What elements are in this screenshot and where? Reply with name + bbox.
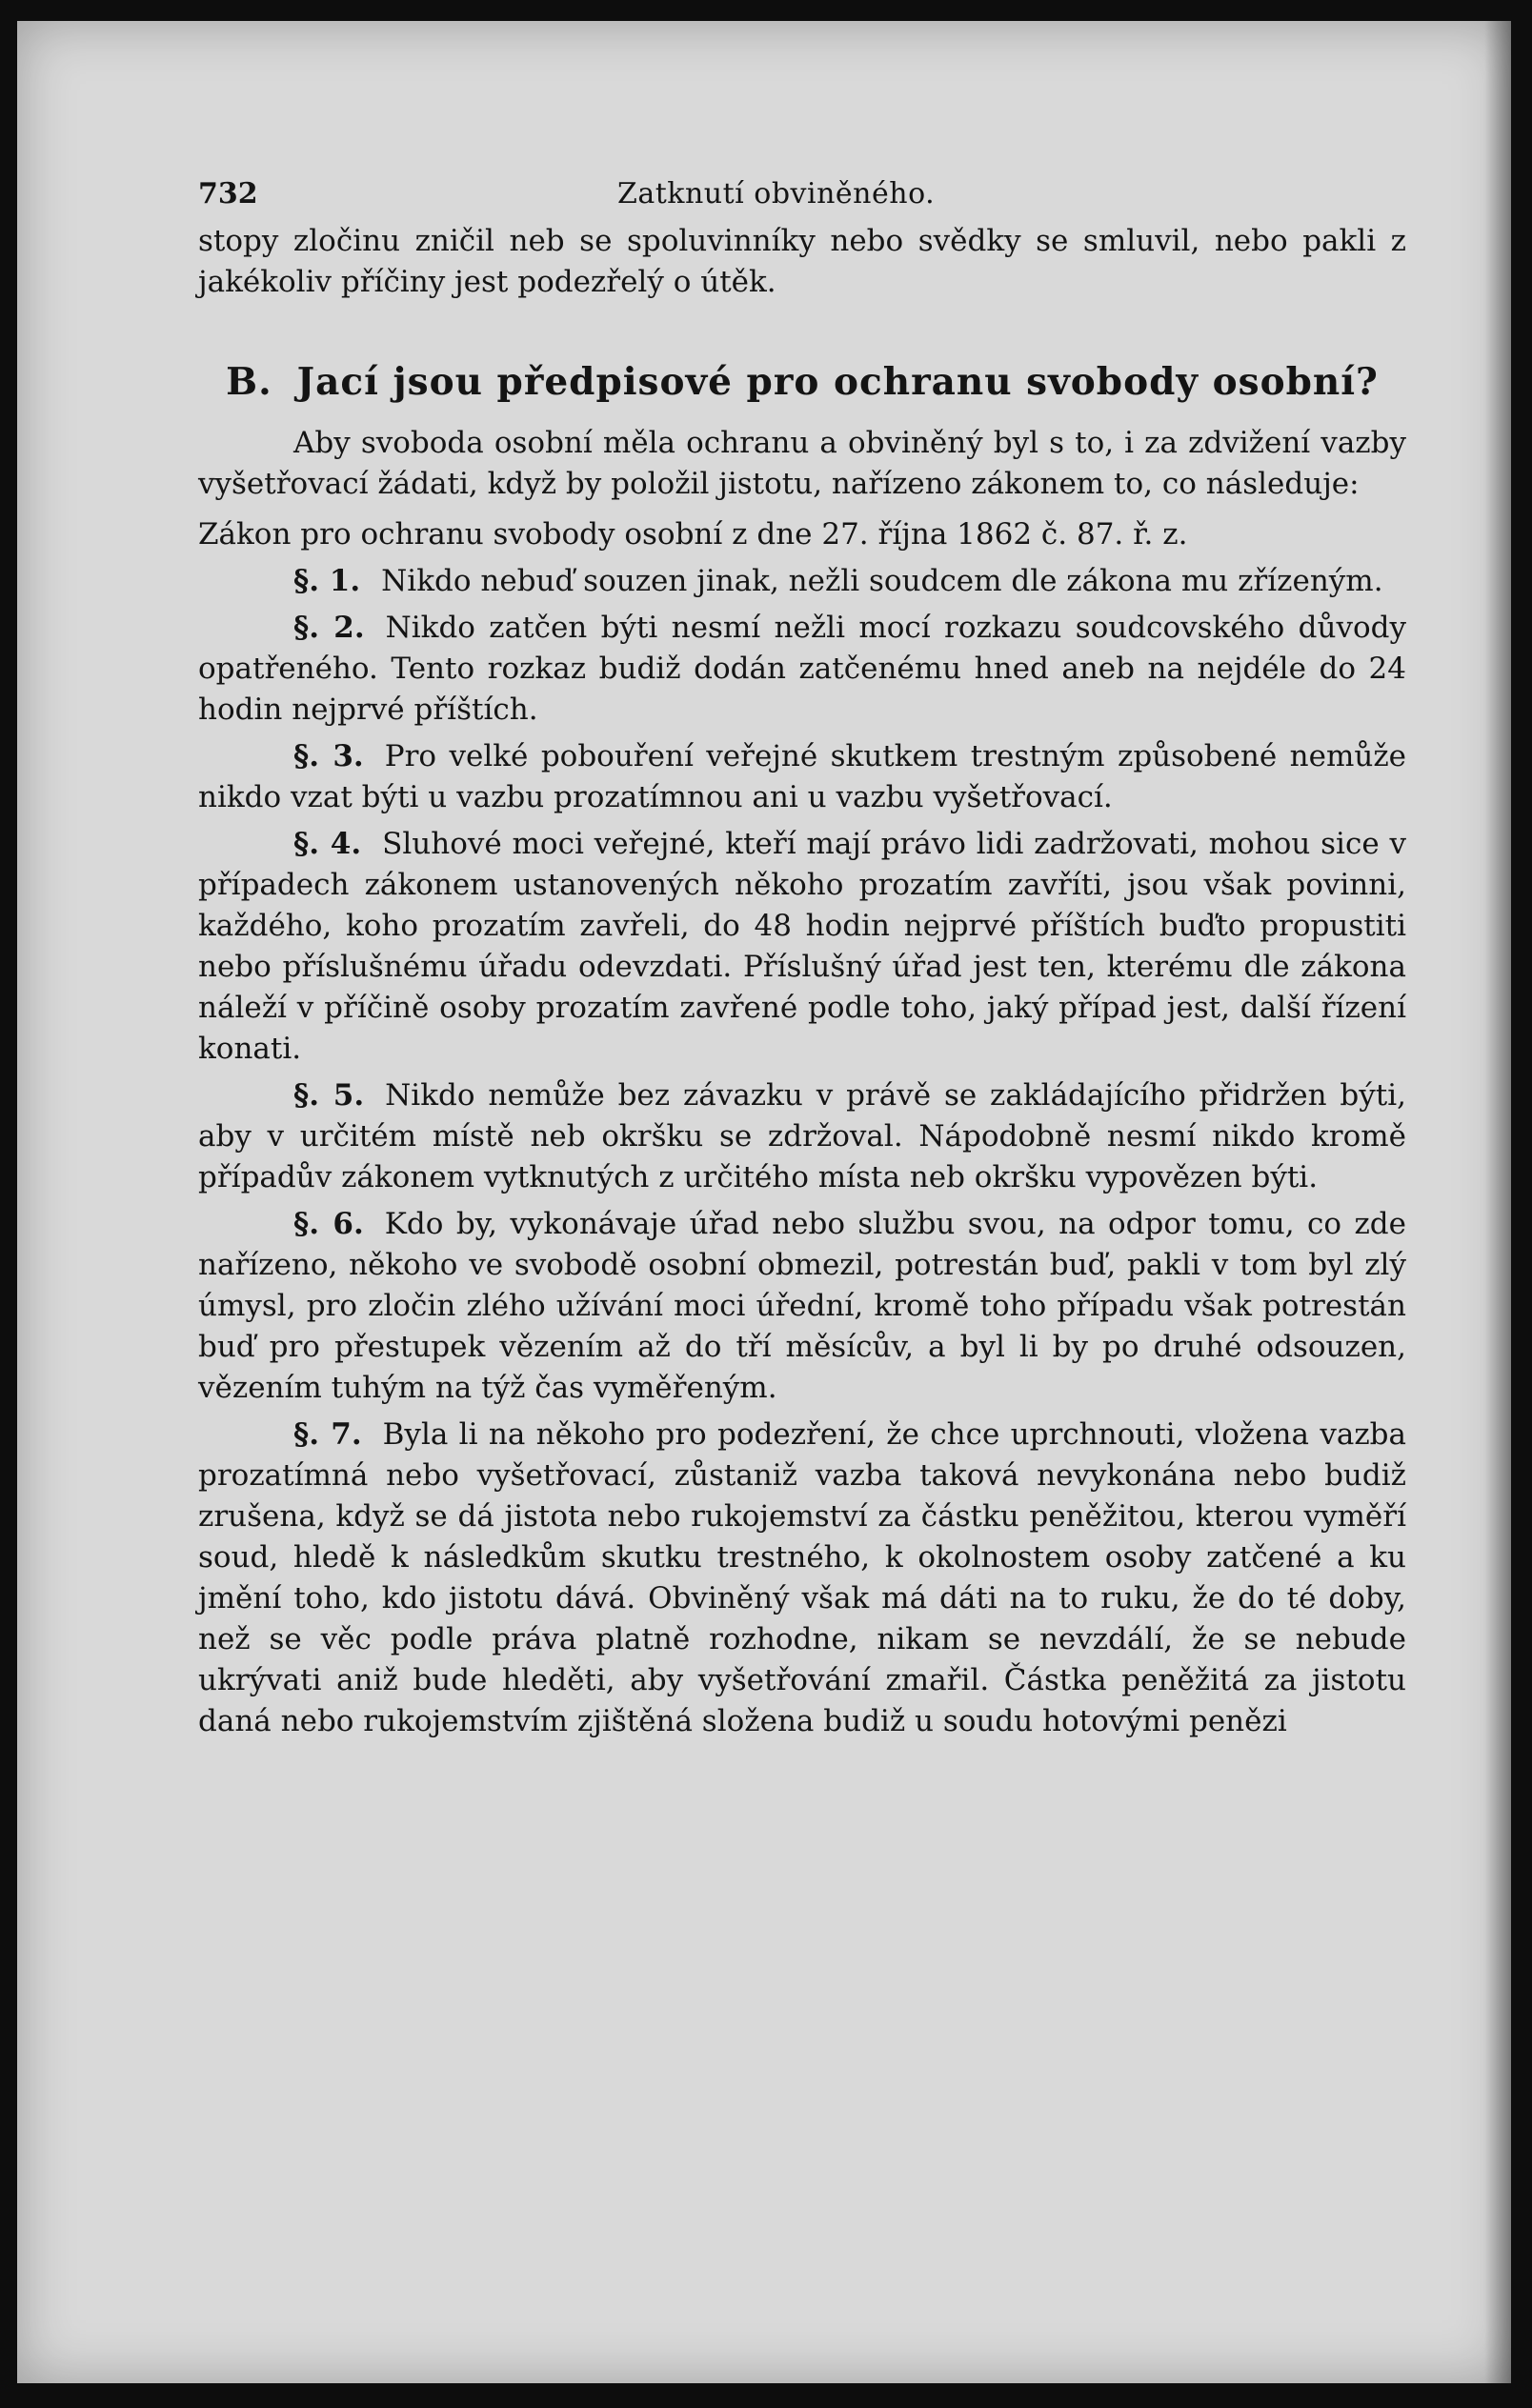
law-paragraph xyxy=(198,1075,1406,1198)
law-paragraph xyxy=(198,561,1406,602)
running-head: Zatknutí obviněného. xyxy=(617,177,936,211)
law-paragraph xyxy=(198,1415,1406,1742)
lead-paragraph: Aby svoboda osobní měla ochranu a obviněný byl s to, i za zdvižení vazby vyšetřovací žádati, když by položil jistotu, nařízeno zákonem to, co následuje: xyxy=(198,426,1406,501)
section-title: Jací jsou předpisové pro ochranu svobody osobní? xyxy=(296,360,1379,404)
law-paragraph xyxy=(198,608,1406,731)
page-header xyxy=(198,164,1406,221)
paragraph-number: §. 2. xyxy=(293,611,365,645)
law-title: Zákon pro ochranu svobody osobní z dne 27. října 1862 č. 87. ř. z. xyxy=(198,517,1188,552)
law-paragraphs xyxy=(198,561,1406,1742)
paragraph-text: Sluhové moci veřejné, kteří mají právo lidi zadržovati, mohou sice v případech zákonem ustanovených někoho prozatím zavříti, jsou však povinni, každého, koho prozatím zavřeli, do 48 hodin nejprvé příštích buďto propustiti nebo příslušnému úřadu odevzdati. Příslušný úřad jest ten, kterému dle zákona náleží v příčině osoby prozatím zavřené podle toho, jaký případ jest, další řízení konati. xyxy=(198,827,1406,1066)
book-page xyxy=(17,21,1511,2383)
law-paragraph xyxy=(198,824,1406,1070)
paragraph-text: Nikdo zatčen býti nesmí nežli mocí rozkazu soudcovského důvody opatřeného. Tento rozkaz budiž dodán zatčenému hned aneb na nejdéle do 24 hodin nejprvé příštích. xyxy=(198,611,1406,727)
paragraph-number: §. 7. xyxy=(293,1417,362,1452)
page-number: 732 xyxy=(198,177,258,211)
section-heading xyxy=(198,360,1406,404)
paragraph-text: Kdo by, vykonávaje úřad nebo službu svou, na odpor tomu, co zde nařízeno, někoho ve svobodě osobní obmezil, potrestán buď, pakli v tom byl zlý úmysl, pro zločin zlého užívání moci úřední, kromě toho případu však potrestán buď pro přestupek vězením až do tří měsícův, a byl li by po druhé odsouzen, vězením tuhým na týž čas vyměřeným. xyxy=(198,1207,1406,1405)
intro-continuation: stopy zločinu zničil neb se spoluvinníky nebo svědky se smluvil, nebo pakli z jakékoliv příčiny jest podezřelý o útěk. xyxy=(198,224,1406,299)
paragraph-text: Nikdo nemůže bez závazku v právě se zakládajícího přidržen býti, aby v určitém místě neb okršku se zdržoval. Nápodobně nesmí nikdo kromě případův zákonem vytknutých z určitého místa neb okršku vypovězen býti. xyxy=(198,1078,1406,1194)
law-paragraph xyxy=(198,736,1406,818)
section-letter: B. xyxy=(226,360,272,404)
page-edge-shadow xyxy=(1484,21,1511,2383)
paragraph-number: §. 6. xyxy=(293,1207,364,1241)
paragraph-number: §. 1. xyxy=(293,564,361,598)
paragraph-number: §. 5. xyxy=(293,1078,365,1113)
paragraph-text: Pro velké pobouření veřejné skutkem trestným způsobené nemůže nikdo vzat býti u vazbu prozatímnou ani u vazbu vyšetřovací. xyxy=(198,739,1406,814)
paragraph-text: Byla li na někoho pro podezření, že chce uprchnouti, vložena vazba prozatímná nebo vyšetřovací, zůstaniž vazba taková nevykonána nebo budiž zrušena, když se dá jistota nebo rukojemství za částku peněžitou, kterou vyměří soud, hledě k následkům skutku trestného, k okolnostem osoby zatčené a ku jmění toho, kdo jistotu dává. Obviněný však má dáti na to ruku, že do té doby, než se věc podle práva platně rozhodne, nikam se nevzdálí, že se nebude ukrývati aniž bude hleděti, aby vyšetřování zmařil. Částka peněžitá za jistotu daná nebo rukojemstvím zjištěná složena budiž u soudu hotovými penězi xyxy=(198,1417,1406,1738)
page-content xyxy=(198,164,1406,1748)
paragraph-number: §. 4. xyxy=(293,827,362,861)
law-paragraph xyxy=(198,1204,1406,1409)
paragraph-text: Nikdo nebuď souzen jinak, nežli soudcem dle zákona mu zřízeným. xyxy=(381,564,1383,598)
paragraph-number: §. 3. xyxy=(293,739,364,773)
